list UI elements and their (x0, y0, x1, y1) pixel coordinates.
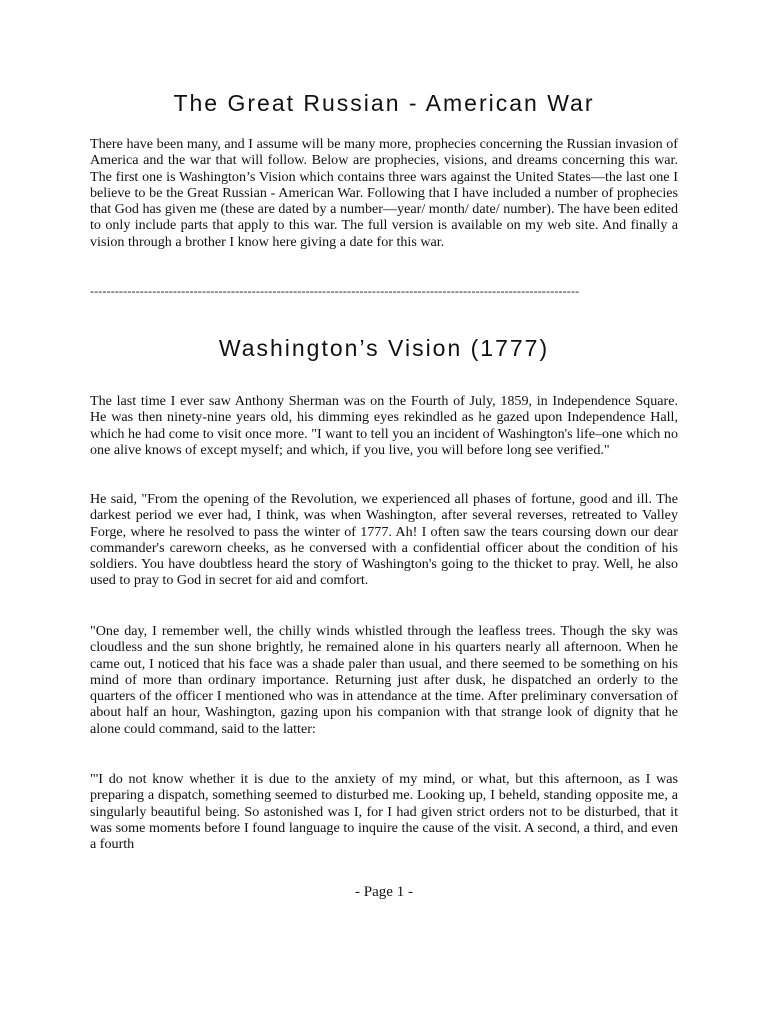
body-paragraph-3: "One day, I remember well, the chilly winds whistled through the leafless trees. Though the sky was cloudless and the sun shone brightly, he remained alone in his quarters nearly all afternoon. When he came out, I noticed that his face was a shade paler than usual, and there seemed to be something on his mind of more than ordinary importance. Returning just after dusk, he dispatched an orderly to the quarters of the officer I mentioned who was in attendance at the time. After preliminary conversation of about half an hour, Washington, gazing upon his companion with that strange look of dignity that he alone could command, said to the latter: (90, 623, 678, 737)
document-title: The Great Russian - American War (173, 90, 595, 116)
body-paragraph-1: The last time I ever saw Anthony Sherman was on the Fourth of July, 1859, in Independence Square. He was then ninety-nine years old, his dimming eyes rekindled as he gazed upon Independence Hall, which he had come to visit once more. "I want to tell you an incident of Washington's life–one which no one alive knows of except myself; and which, if you live, you will before long see verified." (90, 393, 678, 458)
section-title: Washington’s Vision (1777) (218, 335, 550, 361)
section-divider: ---------------------------------------------------------------------------------------------------------------------- (90, 284, 580, 298)
body-paragraph-4: "'I do not know whether it is due to the anxiety of my mind, or what, but this afternoon, as I was preparing a dispatch, something seemed to disturbed me. Looking up, I beheld, standing opposite me, a singularly beautiful being. So astonished was I, for I had given strict orders not to be disturbed, that it was some moments before I found language to inquire the cause of the visit. A second, a third, and even a fourth (90, 771, 678, 853)
body-paragraph-2: He said, "From the opening of the Revolution, we experienced all phases of fortune, good and ill. The darkest period we ever had, I think, was when Washington, after several reverses, retreated to Valley Forge, where he resolved to pass the winter of 1777. Ah! I often saw the tears coursing down our dear commander's careworn cheeks, as he conversed with a confidential officer about the condition of his soldiers. You have doubtless heard the story of Washington's going to the thicket to pray. Well, he also used to pray to God in secret for aid and comfort. (90, 491, 678, 589)
page-number: - Page 1 - (355, 884, 413, 900)
intro-paragraph: There have been many, and I assume will be many more, prophecies concerning the Russian invasion of America and the war that will follow. Below are prophecies, visions, and dreams concerning this war. The first one is Washington’s Vision which contains three wars against the United States—the last one I believe to be the Great Russian - American War. Following that I have included a number of prophecies that God has given me (these are dated by a number—year/ month/ date/ number). The have been edited to only include parts that apply to this war. The full version is available on my web site. And finally a vision through a brother I know here giving a date for this war. (90, 136, 678, 250)
